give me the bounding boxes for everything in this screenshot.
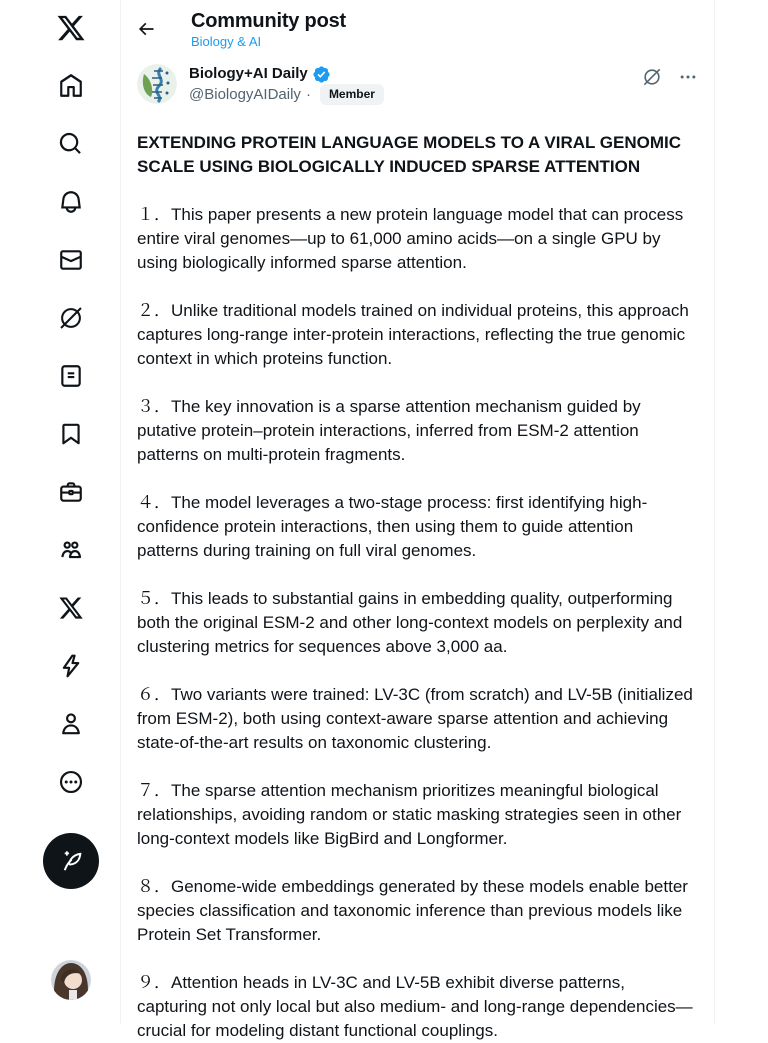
left-navigation-rail: [0, 0, 120, 1024]
header-titles: [191, 9, 346, 50]
community-link[interactable]: Biology & AI: [191, 33, 262, 49]
back-button[interactable]: [129, 12, 163, 46]
page-title: Community post: [191, 9, 346, 32]
lists-icon[interactable]: [46, 351, 96, 401]
messages-icon[interactable]: [46, 235, 96, 285]
member-badge: Member: [320, 84, 384, 105]
ellipsis-icon[interactable]: [678, 67, 698, 87]
bookmarks-icon[interactable]: [46, 409, 96, 459]
more-icon[interactable]: [46, 757, 96, 807]
jobs-icon[interactable]: [46, 467, 96, 517]
author-avatar[interactable]: [137, 64, 177, 104]
premium-x-icon[interactable]: [46, 583, 96, 633]
account-avatar[interactable]: [51, 960, 91, 1000]
verified-badge-icon: [312, 65, 331, 84]
post-paragraph: ７．The sparse attention mechanism prioritizes meaningful biological relationships, avoiding random or static masking strategies seen in other long-context models like BigBird and Longformer.: [137, 781, 687, 848]
post-actions: [642, 64, 698, 87]
post-paragraphs: [137, 203, 698, 1043]
page-header: [121, 0, 714, 56]
community-post-page: [120, 0, 715, 1040]
x-logo-icon[interactable]: [46, 3, 96, 53]
post-author-row: [121, 56, 714, 105]
rail-nav-items: [0, 0, 120, 815]
post-paragraph: ４．The model leverages a two-stage process: first identifying high-confidence protein interactions, then using them to guide attention patterns during training on full viral genomes.: [137, 493, 648, 560]
post-paragraph: ９．Attention heads in LV-3C and LV-5B exhibit diverse patterns, capturing not only local but also medium- and long-range dependencies—crucial for modeling distant functional couplings.: [137, 973, 693, 1040]
author-name-line: [189, 64, 642, 84]
handle-separator: ·: [305, 85, 311, 103]
grok-icon[interactable]: [46, 293, 96, 343]
author-handle[interactable]: @BiologyAIDaily: [189, 85, 301, 103]
communities-icon[interactable]: [46, 525, 96, 575]
post-paragraph: ３．The key innovation is a sparse attention mechanism guided by putative protein–protein interactions, inferred from ESM-2 attention patterns on multi-protein fragments.: [137, 397, 646, 464]
post-paragraph: ８．Genome-wide embeddings generated by these models enable better species classification and taxonomic inference than previous models like Protein Set Transformer.: [137, 877, 693, 944]
post-title: EXTENDING PROTEIN LANGUAGE MODELS TO A VIRAL GENOMIC SCALE USING BIOLOGICALLY INDUCED SPARSE ATTENTION: [137, 133, 682, 176]
post-paragraph: ６．Two variants were trained: LV-3C (from scratch) and LV-5B (initialized from ESM-2), both using context-aware sparse attention and achieving state-of-the-art results on taxonomic clustering.: [137, 685, 698, 752]
arrow-left-icon: [136, 19, 156, 39]
compose-post-button[interactable]: [43, 833, 99, 889]
post-body: [121, 105, 714, 1043]
author-handle-line: [189, 84, 642, 105]
author-name[interactable]: Biology+AI Daily: [189, 65, 308, 82]
post-paragraph: ５．This leads to substantial gains in embedding quality, outperforming both the original ESM-2 and other long-context models on perplexity and clustering metrics for sequences above 3,000 aa.: [137, 589, 688, 656]
author-meta: [189, 64, 642, 105]
post-paragraph: ２．Unlike traditional models trained on individual proteins, this approach captures long-range inter-protein interactions, reflecting the true genomic context in which proteins function.: [137, 301, 694, 368]
verified-orgs-icon[interactable]: [46, 641, 96, 691]
dna-helix-avatar-image: [137, 64, 177, 104]
search-icon[interactable]: [46, 119, 96, 169]
account-avatar-image: [51, 960, 91, 1000]
profile-icon[interactable]: [46, 699, 96, 749]
post-paragraph: １．This paper presents a new protein language model that can process entire viral genomes—up to 61,000 amino acids—on a single GPU by using biologically informed sparse attention.: [137, 205, 688, 272]
grok-actions-icon[interactable]: [642, 67, 662, 87]
notifications-icon[interactable]: [46, 177, 96, 227]
home-icon[interactable]: [46, 61, 96, 111]
compose-feather-icon: [58, 848, 84, 874]
